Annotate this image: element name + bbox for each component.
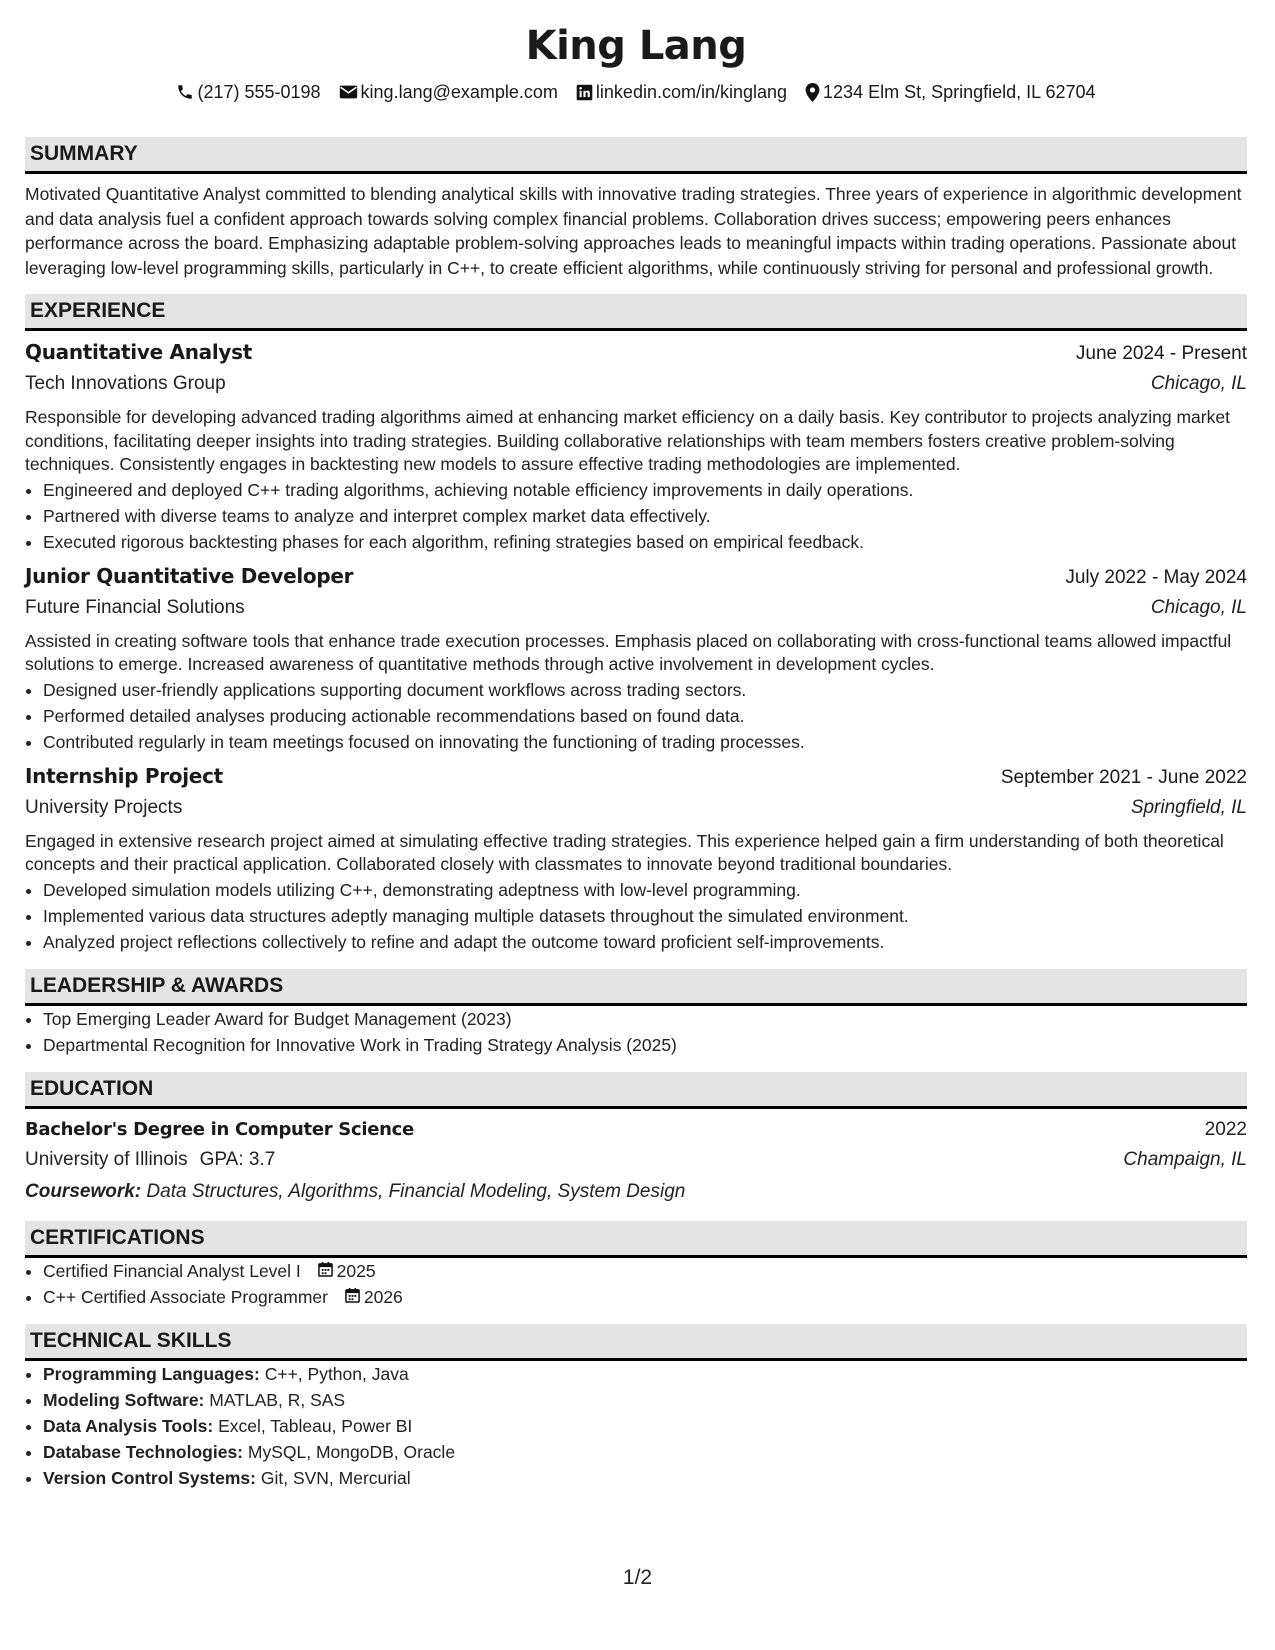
experience-heading: EXPERIENCE [25,294,1247,331]
job-company-row [25,369,1247,399]
certification-year: 2026 [363,1286,403,1307]
contact-info [25,80,1247,104]
certification-item [43,1284,1247,1310]
skill-values: MATLAB, R, SAS [209,1389,346,1410]
candidate-name: King Lang [525,23,747,69]
skill-values: C++, Python, Java [264,1363,409,1384]
list-item: • Designed user-friendly applications supporting document workflows across trading sectors. [43,677,1247,703]
job-company-row [25,793,1247,823]
page-number: 1/2 [622,1566,653,1589]
list-item: • Developed simulation models utilizing C++, demonstrating adeptness with low-level programming. [43,877,1247,903]
skill-category: Version Control Systems: [43,1467,256,1488]
certification-item [43,1258,1247,1284]
school-row [25,1145,1247,1175]
certification-name: C++ Certified Associate Programmer [43,1286,328,1307]
education-heading: EDUCATION [25,1072,1247,1109]
job-company-row [25,593,1247,623]
contact-phone [176,80,320,104]
list-item: • Top Emerging Leader Award for Budget Management (2023) [43,1006,1247,1032]
skill-item [43,1439,1247,1465]
coursework-label: Coursework: [25,1180,142,1202]
certifications-heading: CERTIFICATIONS [25,1221,1247,1258]
list-item: • Partnered with diverse teams to analyze and interpret complex market data effectively. [43,503,1247,529]
job-header-row [25,561,1247,593]
job-bullets [25,477,1247,555]
map-pin-icon [805,83,820,102]
job-description: Responsible for developing advanced trading algorithms aimed at enhancing market efficiency on a daily basis. Key contributor to projects analyzing market conditions, facilitating deeper insights into trading strategies. Building collaborative relationships with team members fosters creative problem-solving techniques. Consistently engages in backtesting new models to assure effective trading methodologies are implemented. [25,407,1230,474]
contact-address [805,80,1096,104]
skill-item [43,1465,1247,1491]
phone-number: (217) 555-0198 [197,82,321,102]
awards-list [25,1006,1247,1058]
gpa: GPA: 3.7 [199,1148,276,1170]
degree-row [25,1115,1247,1145]
coursework [25,1177,1247,1207]
job-title: Internship Project [25,763,223,788]
contact-linkedin[interactable] [576,80,787,104]
job-location: Springfield, IL [1130,796,1247,818]
school-name: University of Illinois [25,1148,188,1170]
list-item: • Implemented various data structures adeptly managing multiple datasets throughout the simulated environment. [43,903,1247,929]
education-entry [25,1115,1247,1207]
certification-name: Certified Financial Analyst Level I [43,1260,301,1281]
skill-category: Modeling Software: [43,1389,205,1410]
job-title: Junior Quantitative Developer [25,563,354,588]
job-description: Assisted in creating software tools that enhance trade execution processes. Emphasis placed on collaborating with cross-functional teams allowed impactful solutions to emerge. Increased awareness of quantitative methods through active involvement in development cycles. [25,630,1232,674]
skill-category: Programming Languages: [43,1363,260,1384]
list-item: • Performed detailed analyses producing actionable recommendations based on found data. [43,703,1247,729]
skill-values: Excel, Tableau, Power BI [218,1415,413,1436]
calendar-icon [318,1258,333,1284]
job-location: Chicago, IL [1150,373,1247,394]
job-entry [25,761,1247,955]
job-dates: July 2022 - May 2024 [1065,566,1247,588]
resume-page [25,22,1247,1491]
certifications-list [25,1258,1247,1310]
job-company: Tech Innovations Group [25,373,226,394]
summary-text: Motivated Quantitative Analyst committed to blending analytical skills with innovative trading strategies. Three years of experience in algorithmic development and data analysis fuel a confident approach towards solving complex financial problems. Collaboration drives success; empowering peers enhances performance across the board. Emphasizing adaptable problem-solving approaches leads to meaningful impacts within trading operations. Passionate about leveraging low-level programming skills, particularly in C++, to create efficient algorithms, while continuously striving for personal and professional growth. [25,184,1242,278]
job-bullets [25,677,1247,755]
email-address[interactable]: king.lang@example.com [360,82,558,102]
list-item: • Departmental Recognition for Innovative Work in Trading Strategy Analysis (2025) [43,1032,1247,1058]
job-bullets [25,877,1247,955]
skill-item [43,1413,1247,1439]
certification-year: 2025 [336,1260,376,1281]
list-item: • Executed rigorous backtesting phases for each algorithm, refining strategies based on empirical feedback. [43,529,1247,555]
job-header-row [25,761,1247,793]
job-entry [25,561,1247,755]
phone-icon [176,83,194,101]
contact-email[interactable] [339,80,558,104]
skill-category: Data Analysis Tools: [43,1415,214,1436]
certification-date [318,1258,376,1284]
job-entry [25,337,1247,555]
certification-date [345,1284,403,1310]
job-company: University Projects [25,796,183,818]
awards-heading: LEADERSHIP & AWARDS [25,969,1247,1006]
skill-item [43,1387,1247,1413]
summary-heading: SUMMARY [25,137,1247,174]
coursework-list: Data Structures, Algorithms, Financial Modeling, System Design [146,1180,686,1202]
job-location: Chicago, IL [1150,596,1247,618]
job-company: Future Financial Solutions [25,596,245,618]
job-title: Quantitative Analyst [25,340,252,364]
skill-values: MySQL, MongoDB, Oracle [247,1441,456,1462]
envelope-icon [339,84,358,100]
graduation-year: 2022 [1204,1118,1247,1140]
list-item: • Engineered and deployed C++ trading algorithms, achieving notable efficiency improvements in daily operations. [43,477,1247,503]
skill-values: Git, SVN, Mercurial [260,1467,411,1488]
job-description: Engaged in extensive research project aimed at simulating effective trading strategies. This experience helped gain a firm understanding of both theoretical concepts and their practical application. Collaborated closely with classmates to innovate beyond traditional boundaries. [25,830,1224,874]
skills-heading: TECHNICAL SKILLS [25,1324,1247,1361]
calendar-icon [345,1284,360,1310]
degree-name: Bachelor's Degree in Computer Science [25,1118,414,1140]
skill-category: Database Technologies: [43,1441,244,1462]
list-item: • Analyzed project reflections collectively to refine and adapt the outcome toward proficient self-improvements. [43,929,1247,955]
skills-list [25,1361,1247,1491]
school-location: Champaign, IL [1123,1148,1247,1170]
street-address: 1234 Elm St, Springfield, IL 62704 [823,82,1096,102]
skill-item [43,1361,1247,1387]
school-info [25,1145,275,1175]
list-item: • Contributed regularly in team meetings focused on innovating the functioning of trading processes. [43,729,1247,755]
job-dates: September 2021 - June 2022 [1000,766,1247,788]
job-header-row [25,337,1247,369]
job-dates: June 2024 - Present [1075,343,1247,364]
linkedin-url[interactable]: linkedin.com/in/kinglang [595,82,788,102]
linkedin-icon [576,84,593,101]
